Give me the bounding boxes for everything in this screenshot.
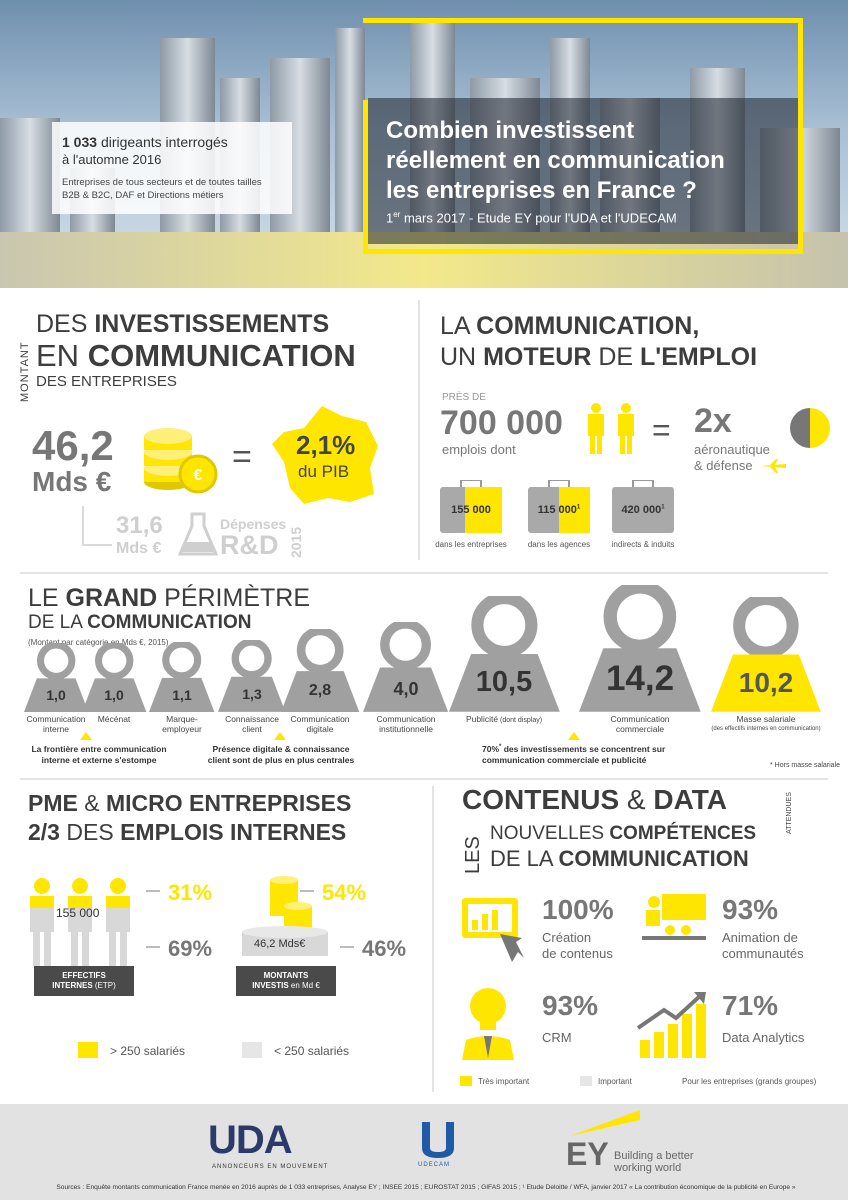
udecam-label: UDECAM bbox=[418, 1162, 451, 1168]
survey-info-box bbox=[52, 122, 292, 214]
legend-swatch-big bbox=[78, 1042, 98, 1058]
weight-label: Connaissance client bbox=[225, 714, 279, 734]
p-montants-big: 54% bbox=[322, 880, 367, 905]
sources: Sources : Enquête montants communication France menée en 2016 auprès de 1 033 entreprises, Analyse EY ; INSEE 2015 ; EUROSTAT 2015 ; GIFAS 2015 ; ¹ Etude Deloitte / WFA, janvier 2017 « La contribution économique de la publicité en Europe » bbox=[56, 1184, 796, 1191]
montant-amount: 46,2 bbox=[32, 422, 114, 469]
job-case-label: indirects & induits bbox=[611, 540, 675, 549]
job-case-value: 420 $000^1$ bbox=[621, 504, 665, 516]
job-case-label: dans les agences bbox=[527, 540, 591, 549]
weight-value: 1,0 bbox=[46, 686, 66, 703]
perimetre-footnote: * Hors masse salariale bbox=[770, 762, 841, 769]
job-case-value: 155 000 bbox=[451, 504, 491, 516]
half-circle-icon bbox=[788, 406, 832, 450]
contenus-heading: CONTENUS & DATA bbox=[462, 784, 727, 815]
job-case bbox=[611, 480, 675, 549]
weight-value: 1,0 bbox=[104, 686, 124, 703]
flask-icon bbox=[178, 512, 218, 558]
weight-value: 4,0 bbox=[393, 679, 419, 699]
workers-icon bbox=[584, 402, 644, 456]
emploi-heading: LA COMMUNICATION, UN MOTEUR DE L'EMPLOI bbox=[440, 312, 758, 371]
effectifs-label: EFFECTIFS INTERNES (ETP) bbox=[34, 966, 134, 996]
label-contenus-1: Création bbox=[542, 930, 592, 945]
legend-very-label: Très important bbox=[478, 1077, 530, 1086]
job-case-label: dans les entreprises bbox=[435, 540, 507, 549]
survey-count: 1 033 bbox=[62, 134, 98, 150]
rd-year: 2015 bbox=[288, 526, 304, 558]
arrow-icon bbox=[80, 732, 92, 740]
pme-heading: PME & MICRO ENTREPRISES 2/3 DES EMPLOIS INTERNES bbox=[28, 790, 352, 845]
pct-crm: 93% bbox=[542, 990, 599, 1021]
montant-vertical-label: MONTANT bbox=[19, 341, 31, 402]
title-block bbox=[386, 116, 796, 225]
pres-de: PRÈS DE bbox=[442, 392, 486, 403]
label-communautes-1: Animation de bbox=[722, 930, 798, 945]
people-value: 155 000 bbox=[56, 906, 100, 920]
survey-line1: dirigeants interrogés bbox=[100, 134, 228, 150]
footer bbox=[0, 1104, 848, 1200]
uda-tagline: ANNONCEURS EN MOUVEMENT bbox=[212, 1164, 329, 1170]
title-line3: les entreprises en France ? bbox=[386, 177, 697, 204]
ey-logo: EY bbox=[566, 1136, 609, 1172]
legend-small-label: < 250 salariés bbox=[274, 1044, 350, 1058]
job-case bbox=[435, 480, 507, 549]
survey-line2: à l'automne 2016 bbox=[62, 152, 162, 167]
job-case-value: 115 $000^1$ bbox=[537, 504, 581, 516]
coins-value: 46,2 Mds€ bbox=[254, 938, 306, 950]
arrow-icon bbox=[274, 732, 286, 740]
attendues-label: ATTENDUES bbox=[786, 792, 793, 834]
growth-chart-icon bbox=[636, 988, 710, 1060]
legend-note: Pour les entreprises (grands groupes) bbox=[682, 1077, 817, 1086]
jobs-label: emplois dont bbox=[442, 442, 516, 457]
arrow-icon bbox=[568, 732, 580, 740]
pct-contenus: 100% bbox=[542, 894, 614, 925]
ey-beam-icon bbox=[570, 1108, 640, 1138]
p-effectifs-big: 31% bbox=[168, 880, 213, 905]
weight-label: Communication digitale bbox=[290, 714, 350, 734]
title-line1: Combien investissent bbox=[386, 117, 635, 144]
perimetre-note: (Montant par catégorie en Mds €, 2015) bbox=[28, 638, 169, 647]
rd-unit: Mds € bbox=[116, 540, 162, 557]
p-montants-small: 46% bbox=[362, 936, 407, 961]
plane-icon bbox=[758, 458, 788, 474]
legend-imp-swatch bbox=[580, 1076, 592, 1086]
aero-label1: aéronautique bbox=[694, 442, 770, 457]
legend-big-label: > 250 salariés bbox=[110, 1044, 186, 1058]
perimetre-heading: LE GRAND PÉRIMÈTRE DE LA COMMUNICATION bbox=[28, 584, 310, 633]
weight-value: 10,2 bbox=[738, 666, 794, 698]
legend-swatch-small bbox=[242, 1042, 262, 1058]
title-frame-bottom bbox=[363, 249, 803, 254]
lightbulb-person-icon bbox=[460, 986, 522, 1062]
times-value: 2x bbox=[694, 402, 732, 440]
p-effectifs-small: 69% bbox=[168, 936, 213, 961]
rd-label2: R&D bbox=[220, 530, 279, 560]
weight-value: 10,5 bbox=[475, 665, 533, 698]
montant-heading: DES INVESTISSEMENTS EN COMMUNICATION DES ENTREPRISES bbox=[36, 310, 356, 390]
weight-label: Communication institutionnelle bbox=[376, 714, 436, 734]
rd-label1: Dépenses bbox=[220, 516, 287, 532]
label-data: Data Analytics bbox=[722, 1030, 805, 1045]
weight-value: 1,3 bbox=[242, 686, 262, 703]
survey-line4: B2B & B2C, DAF et Directions métiers bbox=[62, 190, 224, 201]
weight-value: 2,8 bbox=[308, 681, 332, 699]
emploi-equals: = bbox=[652, 412, 671, 448]
perimetre-note3: 70%* des investissements se concentrent sur communication commerciale et publicité bbox=[482, 743, 666, 765]
weight-value: 1,1 bbox=[172, 686, 192, 703]
weight-label: Communication interne bbox=[26, 714, 86, 734]
content-screen-icon bbox=[460, 894, 526, 964]
pib-percent: 2,1% bbox=[296, 430, 356, 460]
les-label: LES bbox=[462, 836, 484, 874]
montant-equals: = bbox=[232, 438, 252, 476]
svg-text:€: € bbox=[193, 467, 203, 484]
subtitle: 1er mars 2017 - Etude EY pour l'UDA et l'UDECAM bbox=[386, 210, 677, 226]
weight-label: Masse salariale (des effectifs internes en communication) bbox=[711, 714, 821, 732]
title-line2: réellement en communication bbox=[386, 147, 725, 174]
label-contenus-2: de contenus bbox=[542, 946, 613, 961]
weight-value: 14,2 bbox=[605, 659, 675, 699]
legend-very-swatch bbox=[460, 1076, 472, 1086]
weight-label: Marque-employeur bbox=[162, 714, 202, 734]
employees-icon bbox=[24, 878, 136, 968]
pct-communautes: 93% bbox=[722, 894, 779, 925]
pct-data: 71% bbox=[722, 990, 779, 1021]
title-frame-left bbox=[363, 100, 368, 254]
aero-label2: & défense bbox=[694, 458, 753, 473]
ey-tagline1: Building a better bbox=[614, 1150, 694, 1162]
perimetre-note1: La frontière entre communication interne et externe s'estompe bbox=[31, 744, 167, 765]
legend-imp-label: Important bbox=[598, 1077, 632, 1086]
rd-amount: 31,6 bbox=[116, 512, 163, 539]
pib-label: du PIB bbox=[298, 462, 350, 481]
contenus-subheading: NOUVELLES COMPÉTENCES DE LA COMMUNICATION bbox=[490, 823, 757, 871]
montants-label: MONTANTS INVESTIS en Md € bbox=[236, 966, 336, 996]
jobs-total: 700 000 bbox=[440, 404, 563, 442]
coins-icon bbox=[142, 418, 218, 494]
job-case bbox=[527, 480, 591, 549]
hero-banner bbox=[0, 0, 848, 288]
label-communautes-2: communautés bbox=[722, 946, 804, 961]
weight-label: Mécénat bbox=[97, 714, 131, 724]
label-crm: CRM bbox=[542, 1030, 572, 1045]
montant-unit: Mds € bbox=[32, 466, 112, 497]
survey-line3: Entreprises de tous secteurs et de toutes tailles bbox=[62, 177, 262, 188]
weight-label: Publicité (dont display) bbox=[465, 714, 543, 724]
udecam-logo-icon bbox=[418, 1120, 458, 1160]
weight-label: Communication commerciale bbox=[610, 714, 670, 734]
uda-logo: UDA bbox=[208, 1118, 292, 1162]
presentation-icon bbox=[640, 892, 710, 942]
perimetre-note2: Présence digitale & connaissance client sont de plus en plus centrales bbox=[207, 744, 355, 765]
ey-tagline2: working world bbox=[614, 1162, 682, 1174]
